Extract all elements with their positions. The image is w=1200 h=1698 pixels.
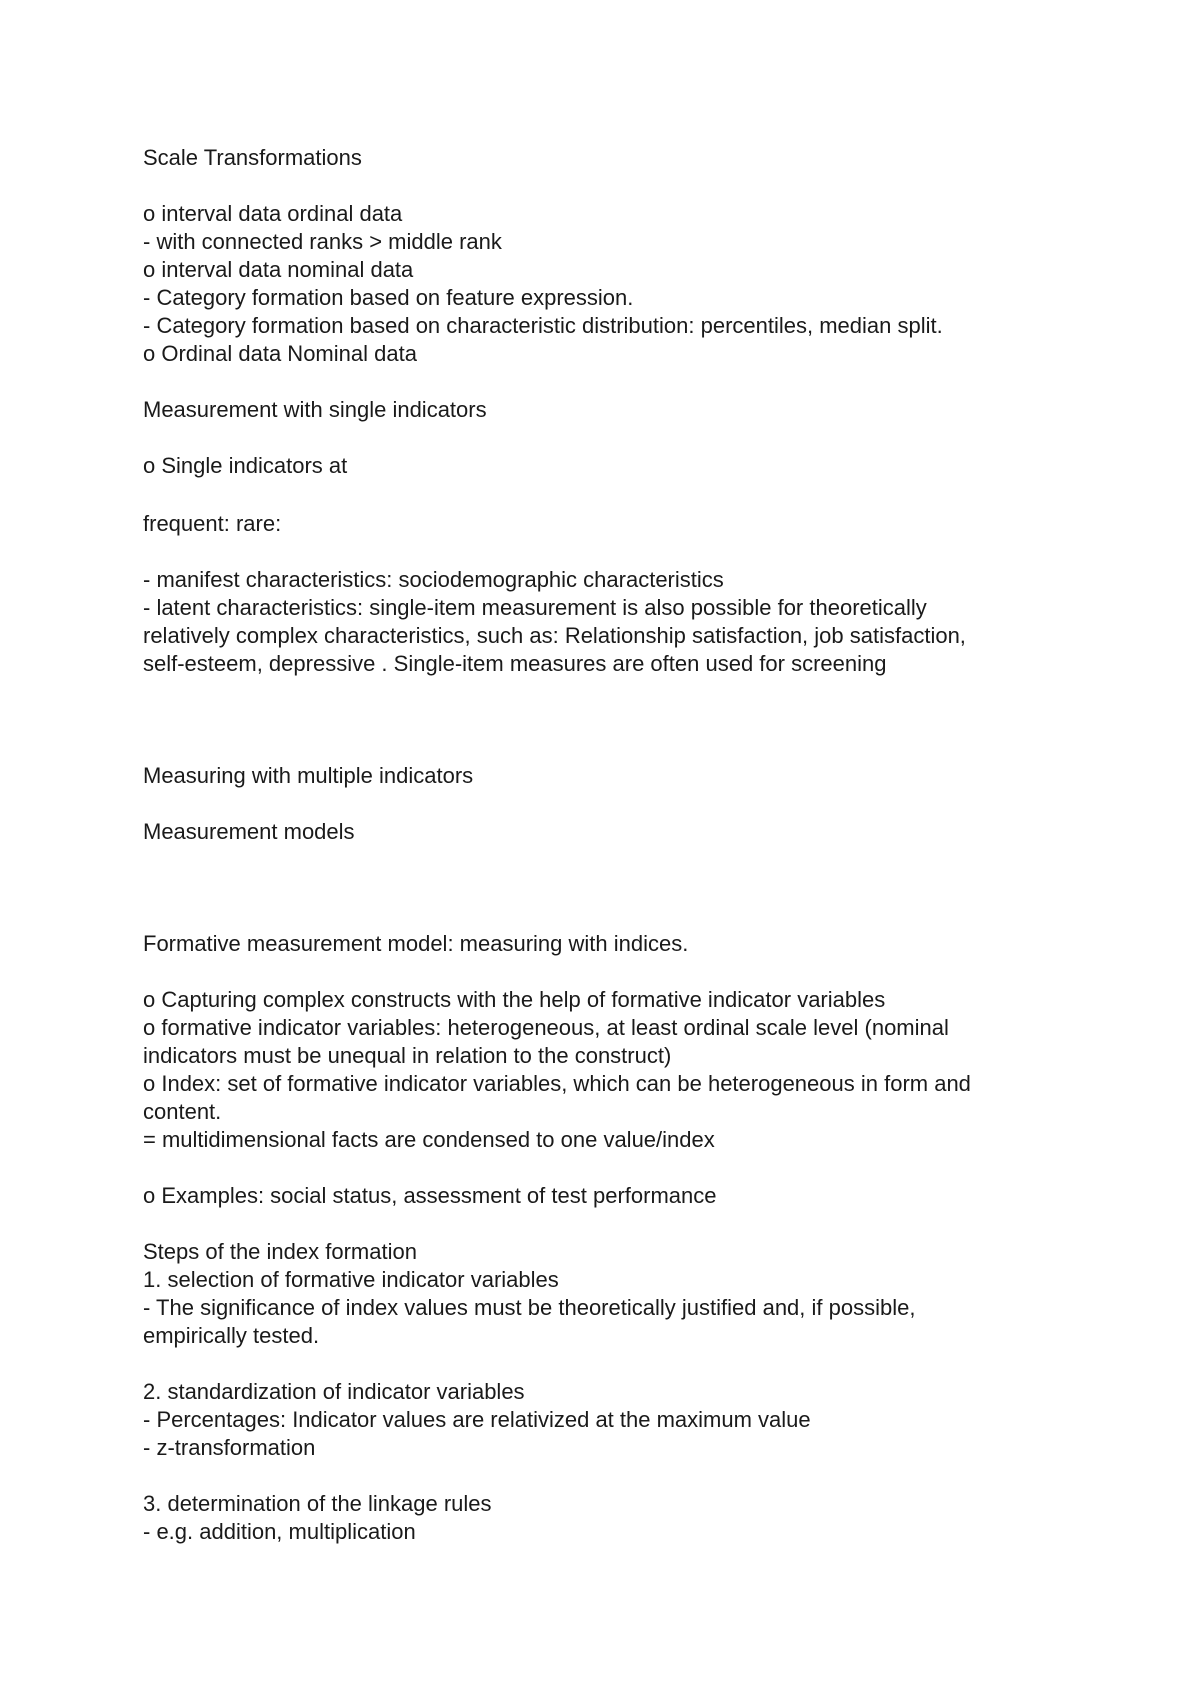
section-heading: Measuring with multiple indicators xyxy=(143,763,474,788)
text-line: o formative indicator variables: heterogeneous, at least ordinal scale level (nominal xyxy=(143,1015,949,1040)
text-line: frequent: rare: xyxy=(143,511,282,536)
section-heading: Formative measurement model: measuring with indices. xyxy=(143,931,689,956)
text-line: relatively complex characteristics, such as: Relationship satisfaction, job satisfaction, xyxy=(143,623,966,648)
text-line: o Capturing complex constructs with the help of formative indicator variables xyxy=(143,987,886,1012)
text-line: - Category formation based on feature expression. xyxy=(143,285,634,310)
text-line: - Category formation based on characteristic distribution: percentiles, median split. xyxy=(143,313,943,338)
section-heading: Measurement models xyxy=(143,819,355,844)
section-heading: Steps of the index formation xyxy=(143,1239,417,1264)
text-line: o interval data nominal data xyxy=(143,257,414,282)
text-line: o Ordinal data Nominal data xyxy=(143,341,417,366)
text-line: - e.g. addition, multiplication xyxy=(143,1519,416,1544)
text-line: 2. standardization of indicator variables xyxy=(143,1379,525,1404)
text-line: o Single indicators at xyxy=(143,453,348,478)
text-line: empirically tested. xyxy=(143,1323,320,1348)
section-heading: Scale Transformations xyxy=(143,145,362,170)
text-line: - The significance of index values must be theoretically justified and, if possible, xyxy=(143,1295,916,1320)
text-line: - with connected ranks > middle rank xyxy=(143,229,502,254)
text-line: - z-transformation xyxy=(143,1435,316,1460)
text-line: - latent characteristics: single-item measurement is also possible for theoretically xyxy=(143,595,927,620)
text-line: content. xyxy=(143,1099,222,1124)
text-line: - Percentages: Indicator values are relativized at the maximum value xyxy=(143,1407,811,1432)
text-line: indicators must be unequal in relation to the construct) xyxy=(143,1043,672,1068)
text-line: = multidimensional facts are condensed to one value/index xyxy=(143,1127,715,1152)
section-heading: Measurement with single indicators xyxy=(143,397,487,422)
text-line: 1. selection of formative indicator variables xyxy=(143,1267,559,1292)
text-line: o interval data ordinal data xyxy=(143,201,403,226)
text-line: - manifest characteristics: sociodemographic characteristics xyxy=(143,567,724,592)
text-line: o Index: set of formative indicator variables, which can be heterogeneous in form and xyxy=(143,1071,971,1096)
text-line: 3. determination of the linkage rules xyxy=(143,1491,492,1516)
text-line: self-esteem, depressive . Single-item measures are often used for screening xyxy=(143,651,887,676)
text-line: o Examples: social status, assessment of test performance xyxy=(143,1183,717,1208)
